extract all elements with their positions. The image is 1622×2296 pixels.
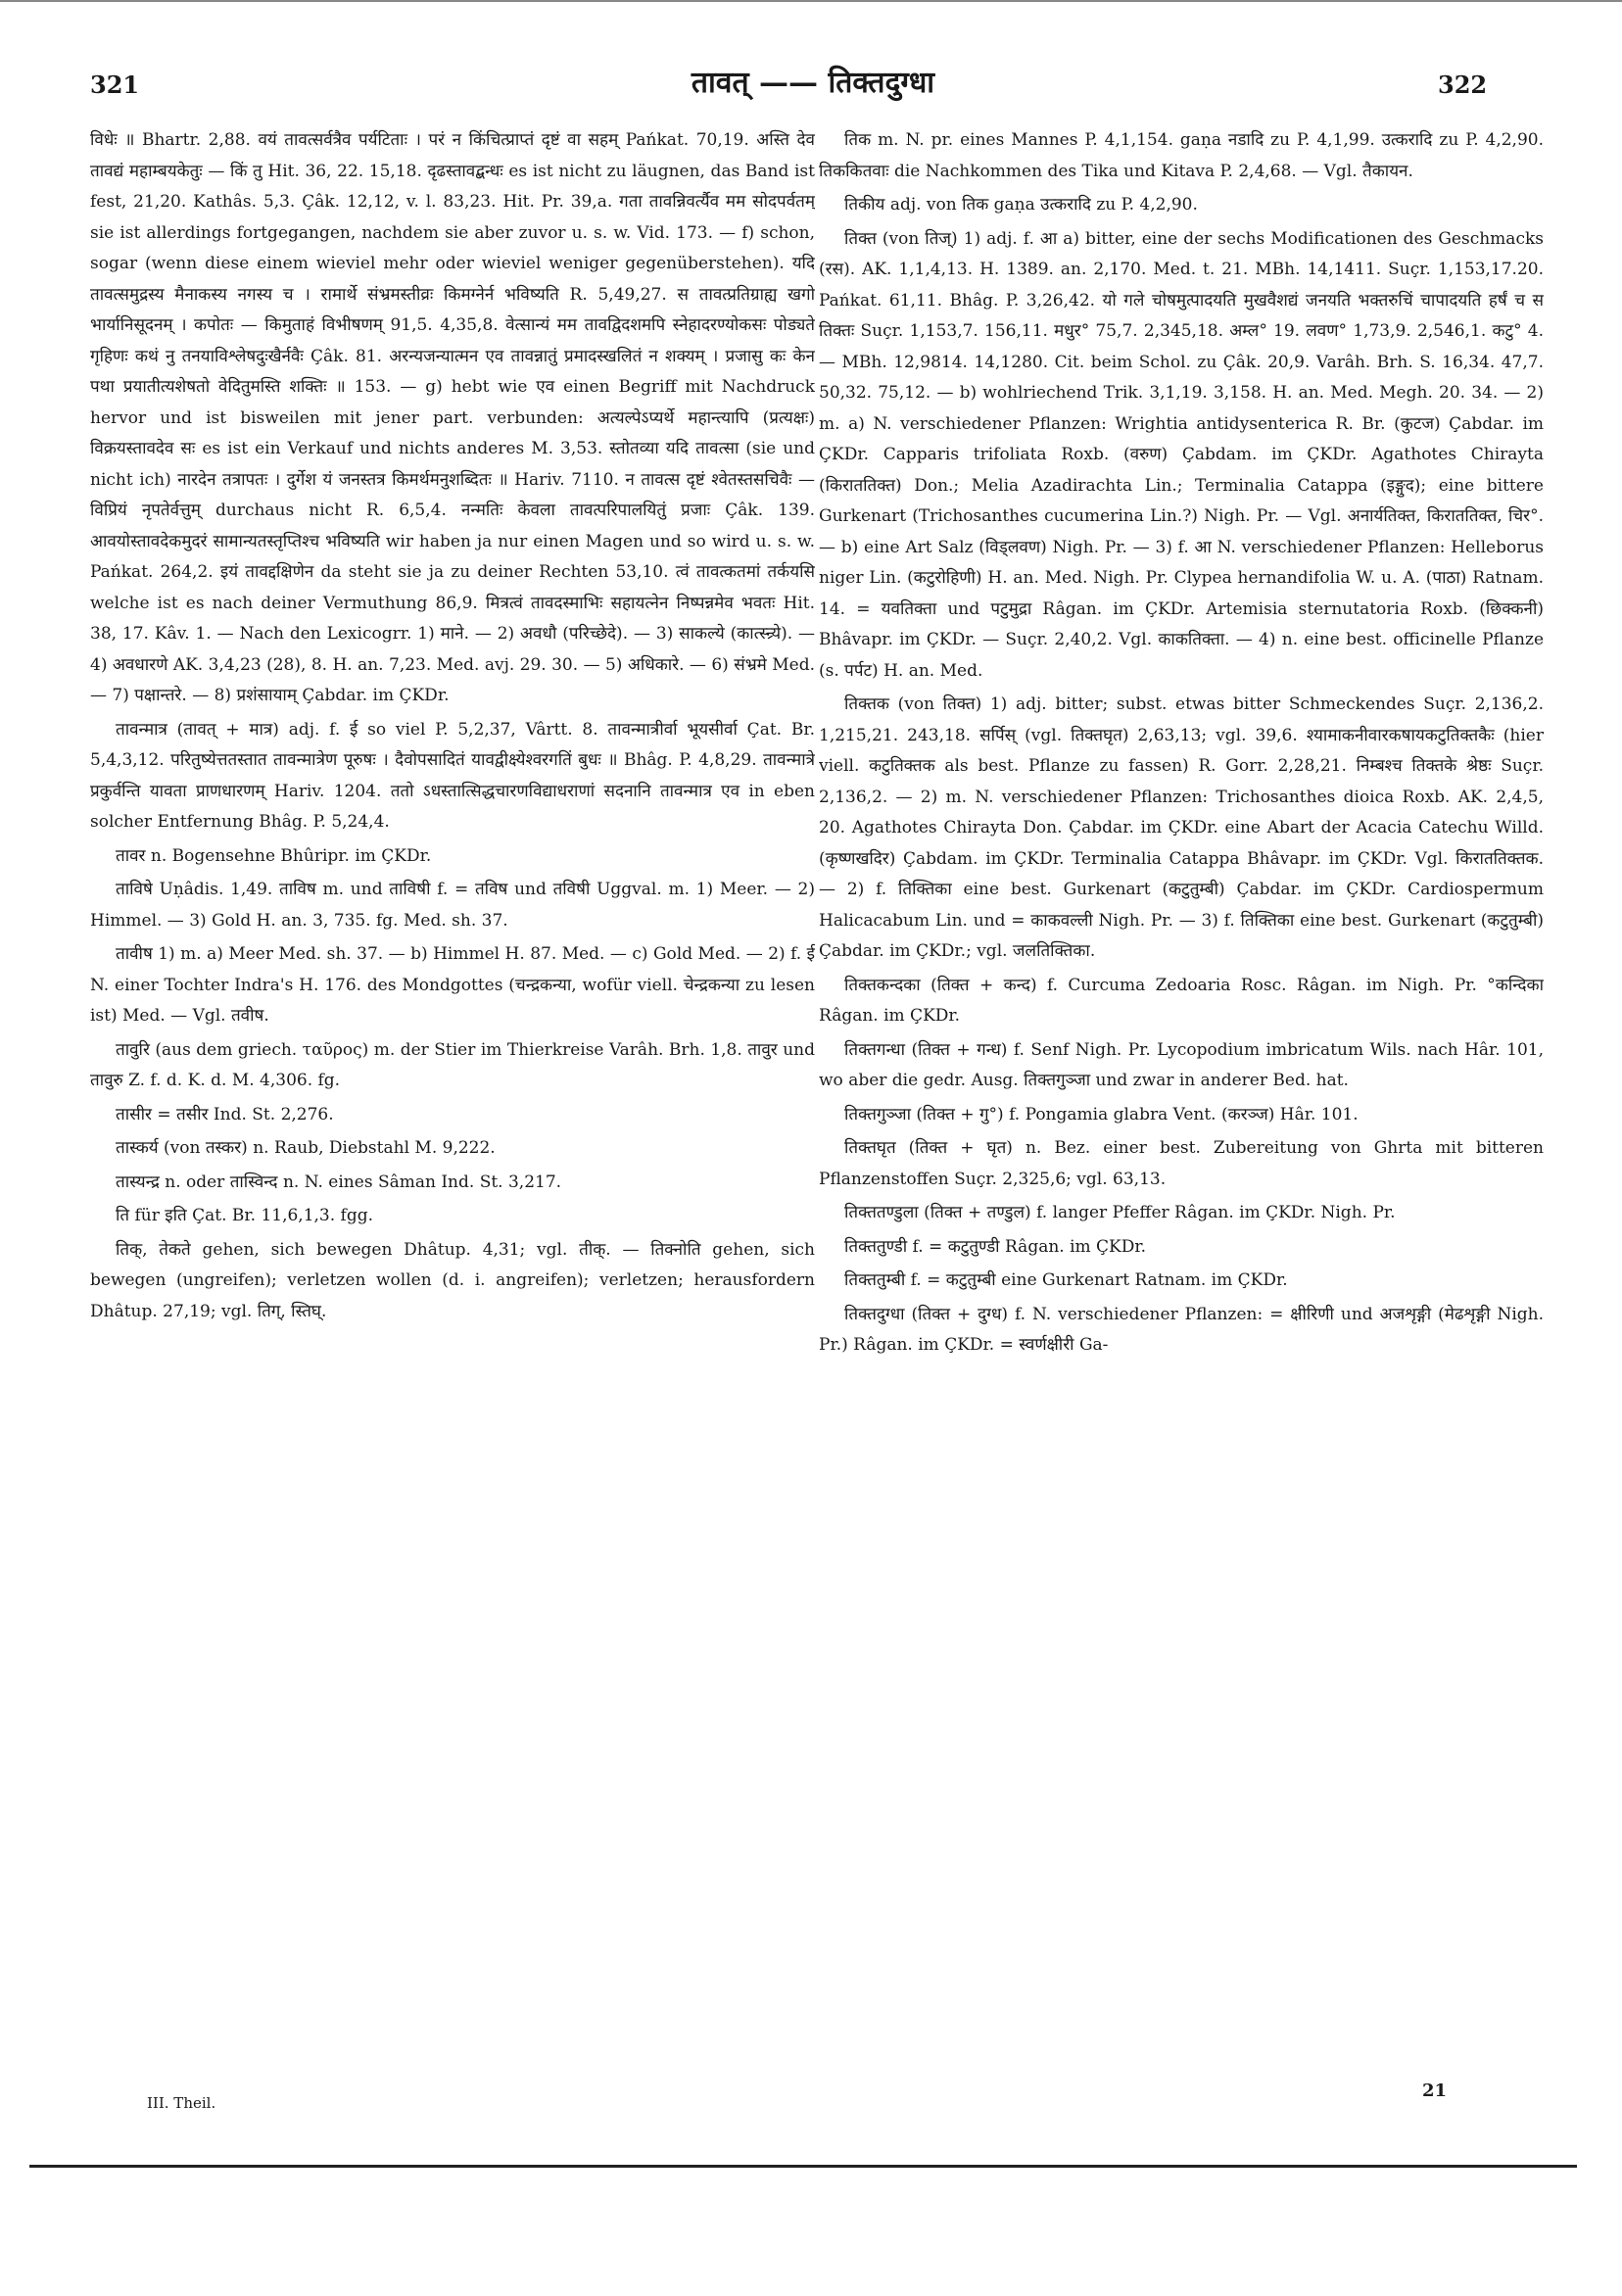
entry-paragraph: तिक्तगुञ्जा (तिक्त + गु°) f. Pongamia glabra Vent. (करञ्ज) Hâr. 101. (844, 1104, 1359, 1124)
entry-paragraph: तिक्त (von तिज्) 1) adj. f. आ a) bitter, eine der sechs Modificationen des Geschmacks (रस). AK. 1,1,4,13. H. 1389. an. 2,170. Med. t. 21. MBh. 14,1411. Suçr. 1,153,17.20. Pańkat. 61,11. Bhâg. P. 3,26,42. यो गले चोषमुत्पादयति मुखवैशद्यं जनयति भक्तरुचिं चापादयति हर्षं च स तिक्तः Suçr. 1,153,7. 156,11. मधुर° 75,7. 2,345,18. अम्ल° 19. लवण° 1,73,9. 2,546,1. कटु° 4. — MBh. 12,9814. 14,1280. Cit. beim Schol. zu Çâk. 20,9. Varâh. Brh. S. 16,34. 47,7. 50,32. 75,12. — b) wohlriechend Trik. 3,1,19. 3,158. H. an. Med. Megh. 20. 34. — 2) m. a) N. verschiedener Pflanzen: Wrightia antidysenterica R. Br. (कुटज) Çabdar. im ÇKDr. Capparis trifoliata Roxb. (वरुण) Çabdam. im ÇKDr. Agathotes Chirayta (किराततिक्त) Don.; Melia Azadirachta Lin.; Terminalia Catappa (इङ्गुद); eine bittere Gurkenart (Trichosanthes cucumerina Lin.?) Nigh. Pr. — Vgl. अनार्यतिक्त, किराततिक्त, चिर°. — b) eine Art Salz (विड्लवण) Nigh. Pr. — 3) f. आ N. verschiedener Pflanzen: Helleborus niger Lin. (कटुरोहिणी) H. an. Med. Nigh. Pr. Clypea hernandifolia W. u. A. (पाठा) Ratnam. 14. = यवतिक्ता und पटुमुद्रा Râgan. im ÇKDr. Artemisia sternutatoria Roxb. (छिक्कनी) Bhâvapr. im ÇKDr. — Suçr. 2,40,2. Vgl. काकतिक्ता. — 4) n. eine best. officinelle Pflanze (s. पर्पट) H. an. Med. (819, 228, 1544, 681)
left-column (90, 125, 815, 2094)
entry-paragraph: तिक्तक (von तिक्त) 1) adj. bitter; subst. etwas bitter Schmeckendes Suçr. 2,136,2. 1,215,21. 243,18. सर्पिस् (vgl. तिक्तघृत) 2,63,13; vgl. 39,6. श्यामाकनीवारकषायकटुतिक्तकैः (hier viell. कटुतिक्तक als best. Pflanze zu fassen) R. Gorr. 2,28,21. निम्बश्च तिक्तके श्रेष्ठः Suçr. 2,136,2. — 2) m. N. verschiedener Pflanzen: Trichosanthes dioica Roxb. AK. 2,4,5, 20. Agathotes Chirayta Don. Çabdar. im ÇKDr. eine Abart der Acacia Catechu Willd. (कृष्णखदिर) Çabdam. im ÇKDr. Terminalia Catappa Bhâvapr. im ÇKDr. Vgl. किराततिक्तक. — 2) f. तिक्तिका eine best. Gurkenart (कटुतुम्बी) Çabdar. im ÇKDr. Cardiospermum Halicacabum Lin. und = काकवल्ली Nigh. Pr. — 3) f. तिक्तिका eine best. Gurkenart (कटुतुम्बी) Çabdar. im ÇKDr.; vgl. जलतिक्तिका. (819, 694, 1544, 961)
entry-paragraph: तिक्, तेकते gehen, sich bewegen Dhâtup. 4,31; vgl. तीक्. — तिक्नोति gehen, sich bewegen (ungreifen); verletzen wollen (d. i. angreifen); verletzen; herausfordern Dhâtup. 27,19; vgl. तिग्, स्तिघ्. (90, 1239, 815, 1321)
entry-paragraph: तासीर = तसीर Ind. St. 2,276. (116, 1104, 334, 1124)
entry-paragraph: तिक्ततुम्बी f. = कटुतुम्बी eine Gurkenart Ratnam. im ÇKDr. (844, 1270, 1288, 1290)
right-column (819, 125, 1544, 2094)
left-page-number: 321 (90, 71, 140, 99)
entry-paragraph: तिक्तकन्दका (तिक्त + कन्द) f. Curcuma Zedoaria Rosc. Râgan. im Nigh. Pr. °कन्दिका Râgan. im ÇKDr. (819, 975, 1544, 1026)
entry-paragraph: तिक्ततुण्डी f. = कटुतुण्डी Râgan. im ÇKDr. (844, 1236, 1147, 1257)
entry-paragraph: तिकीय adj. von तिक gaṇa उत्करादि zu P. 4,2,90. (844, 195, 1198, 215)
entry-paragraph: ति für इति Çat. Br. 11,6,1,3. fgg. (116, 1206, 374, 1225)
entry-paragraph: तावर n. Bogensehne Bhûripr. im ÇKDr. (116, 845, 432, 866)
entry-paragraph: तिक्तगन्धा (तिक्त + गन्ध) f. Senf Nigh. Pr. Lycopodium imbricatum Wils. nach Hâr. 101, wo aber die gedr. Ausg. तिक्तगुञ्जा und zwar in anderer Bed. hat. (819, 1039, 1544, 1090)
entry-paragraph: तास्कर्य (von तस्कर) n. Raub, Diebstahl M. 9,222. (116, 1138, 496, 1158)
entry-paragraph: ताविषे Uṇâdis. 1,49. ताविष m. und ताविषी f. = तविष und तविषी Uggval. m. 1) Meer. — 2) Himmel. — 3) Gold H. an. 3, 735. fg. Med. sh. 37. (90, 880, 815, 931)
entry-paragraph: तास्यन्द्र n. oder तास्विन्द n. N. eines Sâman Ind. St. 3,217. (116, 1172, 562, 1192)
bottom-rule (29, 2165, 1577, 2168)
right-page-number: 322 (1438, 71, 1488, 99)
top-edge-line (0, 0, 1622, 2)
entry-paragraph: तावुरि (aus dem griech. ταῦρος) m. der Stier im Thierkreise Varâh. Brh. 1,8. तावुर und तावुरु Z. f. d. K. d. M. 4,306. fg. (90, 1039, 815, 1090)
running-head: तावत् —— तिक्तदुग्धा (691, 66, 935, 100)
signature-mark: 21 (1422, 2081, 1448, 2101)
entry-paragraph: तिक्तदुग्धा (तिक्त + दुग्ध) f. N. verschiedener Pflanzen: = क्षीरिणी und अजशृङ्गी (मेढशृङ्गी Nigh. Pr.) Râgan. im ÇKDr. = स्वर्णक्षीरी Ga- (819, 1304, 1544, 1355)
entry-paragraph: विधेः ॥ Bhartr. 2,88. वयं तावत्सर्वत्रैव पर्यटिताः । परं न किंचित्प्राप्तं दृष्टं वा सहम् Pańkat. 70,19. अस्ति देव तावद्यं महाम्बयकेतुः — किं तु Hit. 36, 22. 15,18. दृढस्तावद्बन्धः es ist nicht zu läugnen, das Band ist fest, 21,20. Kathâs. 5,3. Çâk. 12,12, v. l. 83,23. Hit. Pr. 39,a. गता तावन्निवर्त्यैव मम सोदपर्वतम् sie ist allerdings fortgegangen, nachdem sie aber zuvor u. s. w. Vid. 173. — f) schon, sogar (wenn diese einem wieviel mehr oder wieviel weniger gegenüberstehen). यदि तावत्समुद्रस्य मैनाकस्य नगस्य च । रामार्थे संभ्रमस्तीव्रः किमग्नेर्न भविष्यति R. 5,49,27. स तावत्प्रतिग्राह्य खगो भार्यानिसूदनम् । कपोतः — किमुताहं विभीषणम् 91,5. 4,35,8. वेत्सान्यं मम तावद्विदशमपि स्नेहादरण्योकसः पोड्यते गृहिणः कथं नु तनयाविश्लेषदुःखैर्नवैः Çâk. 81. अरन्यजन्यात्मन एव तावन्नातुं प्रमादस्खलितं न शक्यम् । प्रजासु कः केन पथा प्रयातीत्यशेषतो वेदितुमस्ति शक्तिः ॥ 153. — g) hebt wie एव einen Begriff mit Nachdruck hervor und ist bisweilen mit jener part. verbunden: अत्यल्पेऽप्यर्थे महान्त्यापि (प्रत्यक्षः) विक्रयस्तावदेव सः es ist ein Verkauf und nichts anderes M. 3,53. स्तोतव्या यदि तावत्सा (sie und nicht ich) नारदेन तत्रापतः । दुर्गेश यं जनस्तत्र किमर्थमनुशब्दितः ॥ Hariv. 7110. न तावत्स दृष्टं श्वेतस्तसचिवैः — विप्रियं नृपतेर्वत्तुम् durchaus nicht R. 6,5,4. नन्मतिः केवला तावत्परिपालयितुं प्रजाः Çâk. 139. आवयोस्तावदेकमुदरं सामान्यतस्तृप्तिश्च भविष्यति wir haben ja nur einen Magen und so wird u. s. w. Pańkat. 264,2. इयं तावद्दक्षिणेन da steht sie ja zu deiner Rechten 53,10. त्वं तावत्कतमां तर्कयसि welche ist es nach deiner Vermuthung 86,9. मित्रत्वं तावदस्माभिः सहायत्नेन निष्पन्नमेव भवतः Hit. 38, 17. Kâv. 1. — Nach den Lexicogrr. 1) माने. — 2) अवधौ (परिच्छेदे). — 3) साकल्ये (कात्स्न्र्ये). — 4) अवधारणे AK. 3,4,23 (28), 8. H. an. 7,23. Med. avj. 29. 30. — 5) अधिकारे. — 6) संभ्रमे Med. — 7) पक्षान्तरे. — 8) प्रशंसायाम् Çabdar. im ÇKDr. (90, 130, 815, 705)
entry-paragraph: तिक m. N. pr. eines Mannes P. 4,1,154. gaṇa नडादि zu P. 4,1,99. उत्करादि zu P. 4,2,90. तिककितवाः die Nachkommen des Tika und Kitava P. 2,4,68. — Vgl. तैकायन. (819, 130, 1544, 181)
entry-paragraph: तावीष 1) m. a) Meer Med. sh. 37. — b) Himmel H. 87. Med. — c) Gold Med. — 2) f. ई N. einer Tochter Indra's H. 176. des Mondgottes (चन्द्रकन्या, wofür viell. चेन्द्रकन्या zu lesen ist) Med. — Vgl. तवीष. (90, 944, 815, 1026)
entry-paragraph: तिक्तघृत (तिक्त + घृत) n. Bez. einer best. Zubereitung von Ghrta mit bitteren Pflanzenstoffen Suçr. 2,325,6; vgl. 63,13. (819, 1138, 1544, 1189)
entry-paragraph: तिक्ततण्डुला (तिक्त + तण्डुल) f. langer Pfeffer Râgan. im ÇKDr. Nigh. Pr. (844, 1203, 1396, 1222)
volume-note: III. Theil. (147, 2094, 216, 2112)
entry-paragraph: तावन्मात्र (तावत् + मात्र) adj. f. ई so viel P. 5,2,37, Vârtt. 8. तावन्मात्रीर्वा भूयसीर्वा Çat. Br. 5,4,3,12. परितुष्येत्ततस्तात तावन्मात्रेण पूरुषः । दैवोपसादितं यावद्वीक्ष्येश्वरगतिं बुधः ॥ Bhâg. P. 4,8,29. तावन्मात्रे प्रकुर्वन्ति यावता प्राणधारणम् Hariv. 1204. ततो ऽधस्तात्सिद्धचारणविद्याधराणां सदनानि तावन्मात्र एव in eben solcher Entfernung Bhâg. P. 5,24,4. (90, 719, 815, 832)
